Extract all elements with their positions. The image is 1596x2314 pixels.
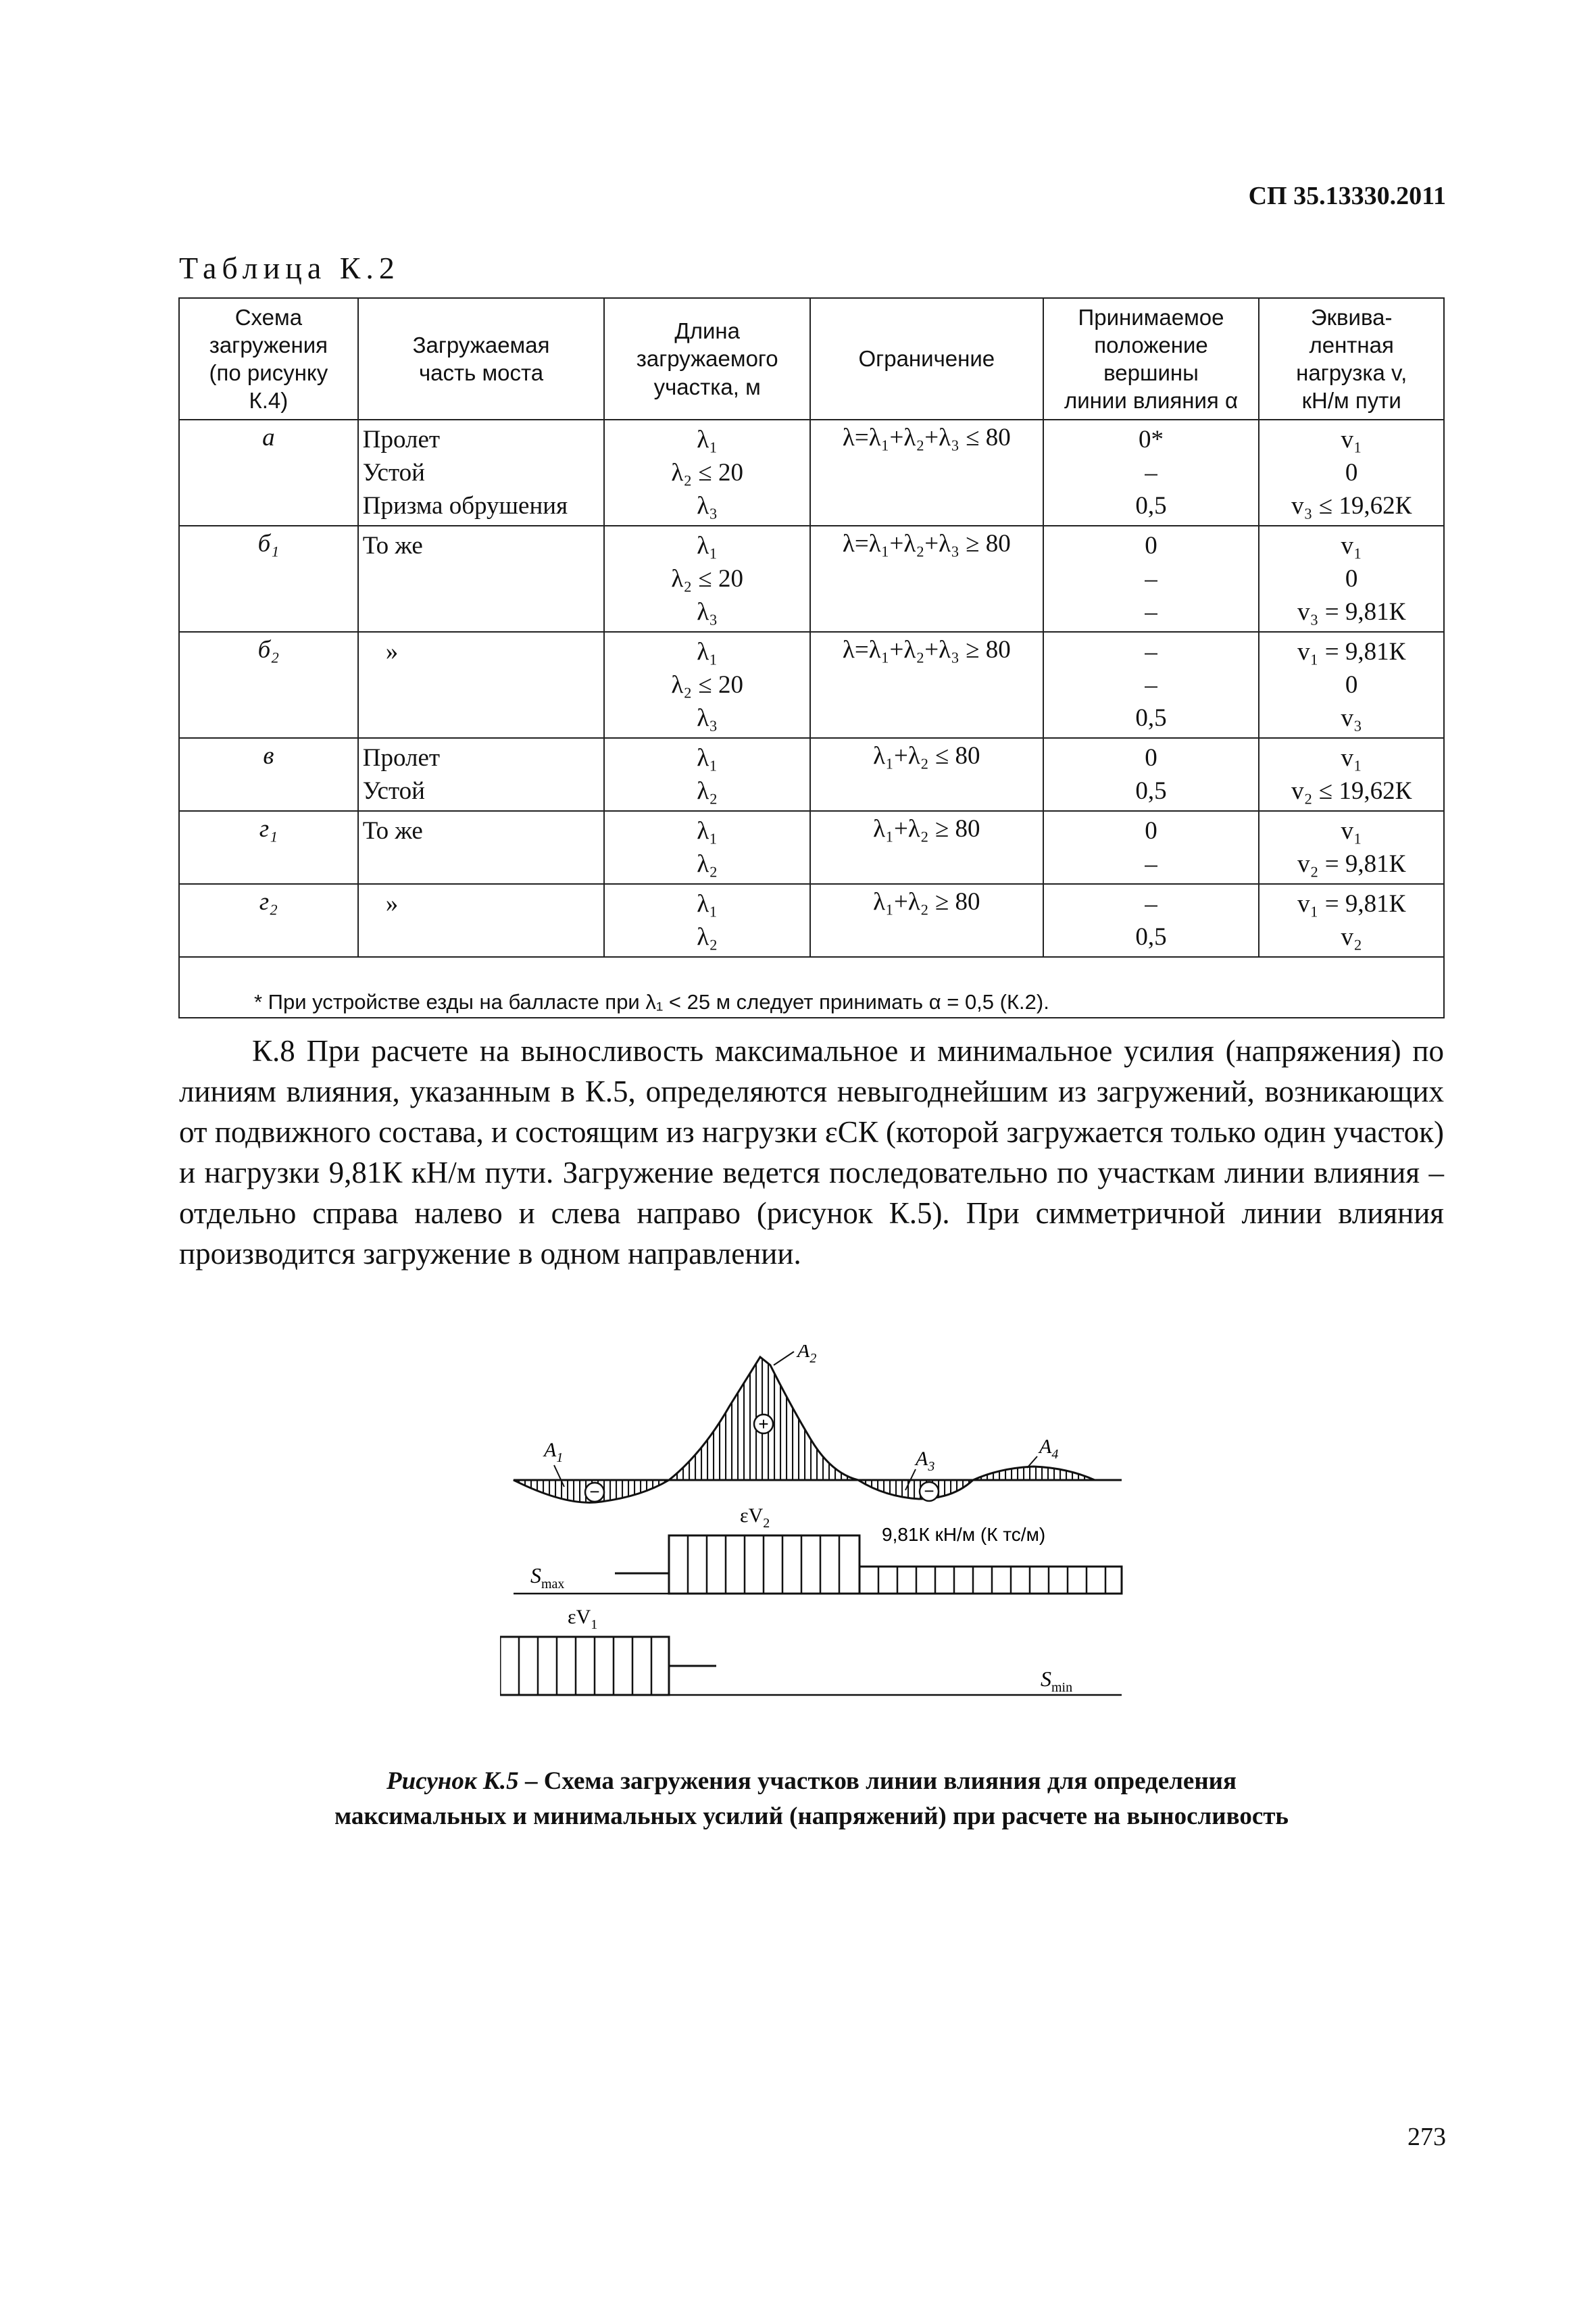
cell-load: v₁ 0 v₃ = 9,81К <box>1259 526 1444 632</box>
cell-part: Пролет Устой Призма обрушения <box>358 420 605 526</box>
cell-load: v₁ = 9,81К 0 v₃ <box>1259 632 1444 738</box>
table-row <box>179 884 1444 957</box>
label-smin: $S_{min}$ <box>1041 1667 1073 1695</box>
cell-alpha: 0 0,5 <box>1043 738 1260 811</box>
cell-length: λ₁ λ₂ <box>604 738 810 811</box>
cell-part: » <box>358 632 605 738</box>
cell-part: » <box>358 884 605 957</box>
table-row <box>179 738 1444 811</box>
cell-restriction: λ₁+λ₂ ≥ 80 <box>810 884 1043 957</box>
paragraph-k8 <box>179 1031 1444 1274</box>
label-ev2: $\varepsilon V_2$ <box>740 1504 770 1531</box>
table-row <box>179 526 1444 632</box>
cell-restriction: λ₁+λ₂ ≥ 80 <box>810 811 1043 884</box>
cell-length: λ₁ λ₂ ≤ 20 λ₃ <box>604 420 810 526</box>
influence-line-figure <box>500 1345 1149 1723</box>
cell-restriction: λ₁+λ₂ ≤ 80 <box>810 738 1043 811</box>
caption-prefix: Рисунок К.5 <box>386 1767 519 1795</box>
label-a1: $A_1$ <box>544 1439 564 1465</box>
label-a3: $A_3$ <box>916 1448 935 1474</box>
cell-length: λ₁ λ₂ <box>604 884 810 957</box>
header-part: Загружаемая часть моста <box>358 298 605 420</box>
cell-scheme: б₁ <box>179 526 358 632</box>
header-scheme: Схема загружения (по рисунку К.4) <box>179 298 358 420</box>
paragraph-text: К.8 При расчете на выносливость максимальное и минимальное усилия (напряжения) по линиям влияния, указанным в К.5, определяются невыгоднейшим из загружений, возникающих от подвижного состава, и состоящим из нагрузки εСК (которой загружается только один участок) и нагрузки 9,81К кН/м пути. Загружение ведется последовательно по участкам линии влияния – отдельно справа налево и слева направо (рисунок К.5). При симметричной линии влияния производится загружение в одном направлении. <box>179 1034 1444 1271</box>
cell-length: λ₁ λ₂ ≤ 20 λ₃ <box>604 632 810 738</box>
cell-scheme: в <box>179 738 358 811</box>
cell-load: v₁ = 9,81К v₂ <box>1259 884 1444 957</box>
caption-line1: – Схема загружения участков линии влияния для определения <box>518 1767 1237 1795</box>
cell-scheme: г₂ <box>179 884 358 957</box>
cell-alpha: – – 0,5 <box>1043 632 1260 738</box>
label-uniform-load: 9,81К кН/м (К тс/м) <box>882 1524 1046 1545</box>
table-footnote-row <box>179 957 1444 1018</box>
cell-load: v₁ 0 v₃ ≤ 19,62К <box>1259 420 1444 526</box>
table-row <box>179 420 1444 526</box>
cell-scheme: г₁ <box>179 811 358 884</box>
header-load: Эквива- лентная нагрузка v, кН/м пути <box>1259 298 1444 420</box>
table-title: Таблица К.2 <box>179 251 400 285</box>
header-restriction: Ограничение <box>810 298 1043 420</box>
header-length: Длина загружаемого участка, м <box>604 298 810 420</box>
cell-part: То же <box>358 811 605 884</box>
svg-text:+: + <box>758 1414 769 1434</box>
table-row <box>179 811 1444 884</box>
cell-scheme: б₂ <box>179 632 358 738</box>
page-number: 273 <box>1407 2123 1446 2151</box>
cell-load: v₁ v₂ = 9,81К <box>1259 811 1444 884</box>
figure-caption <box>179 1764 1444 1834</box>
cell-load: v₁ v₂ ≤ 19,62К <box>1259 738 1444 811</box>
cell-restriction: λ=λ₁+λ₂+λ₃ ≥ 80 <box>810 632 1043 738</box>
caption-line2: максимальных и минимальных усилий (напряжений) при расчете на выносливость <box>334 1802 1289 1830</box>
cell-length: λ₁ λ₂ <box>604 811 810 884</box>
cell-length: λ₁ λ₂ ≤ 20 λ₃ <box>604 526 810 632</box>
region-a4 <box>973 1467 1095 1480</box>
table-row <box>179 632 1444 738</box>
cell-scheme: а <box>179 420 358 526</box>
header-vertex: Принимаемое положение вершины линии влияния α <box>1043 298 1260 420</box>
cell-alpha: 0 – – <box>1043 526 1260 632</box>
load-block-ev1 <box>500 1637 669 1695</box>
label-smax: $S_{max}$ <box>530 1563 565 1592</box>
label-a2: $A_2$ <box>797 1345 817 1366</box>
svg-text:−: − <box>924 1481 934 1501</box>
region-a3 <box>858 1480 973 1499</box>
cell-alpha: 0 – <box>1043 811 1260 884</box>
cell-restriction: λ=λ₁+λ₂+λ₃ ≤ 80 <box>810 420 1043 526</box>
label-ev1: $\varepsilon V_1$ <box>568 1606 598 1632</box>
cell-part: То же <box>358 526 605 632</box>
label-a4: $A_4$ <box>1039 1435 1059 1462</box>
cell-alpha: 0* – 0,5 <box>1043 420 1260 526</box>
cell-part: Пролет Устой <box>358 738 605 811</box>
load-block-uniform <box>859 1567 1122 1594</box>
document-code: СП 35.13330.2011 <box>1248 182 1446 210</box>
cell-alpha: – 0,5 <box>1043 884 1260 957</box>
svg-text:−: − <box>589 1481 600 1502</box>
table-header-row <box>179 298 1444 420</box>
table-k2 <box>178 297 1445 1018</box>
cell-restriction: λ=λ₁+λ₂+λ₃ ≥ 80 <box>810 526 1043 632</box>
table-footnote: * При устройстве езды на балласте при λ₁ < 25 м следует принимать α = 0,5 (К.2). <box>179 957 1444 1018</box>
